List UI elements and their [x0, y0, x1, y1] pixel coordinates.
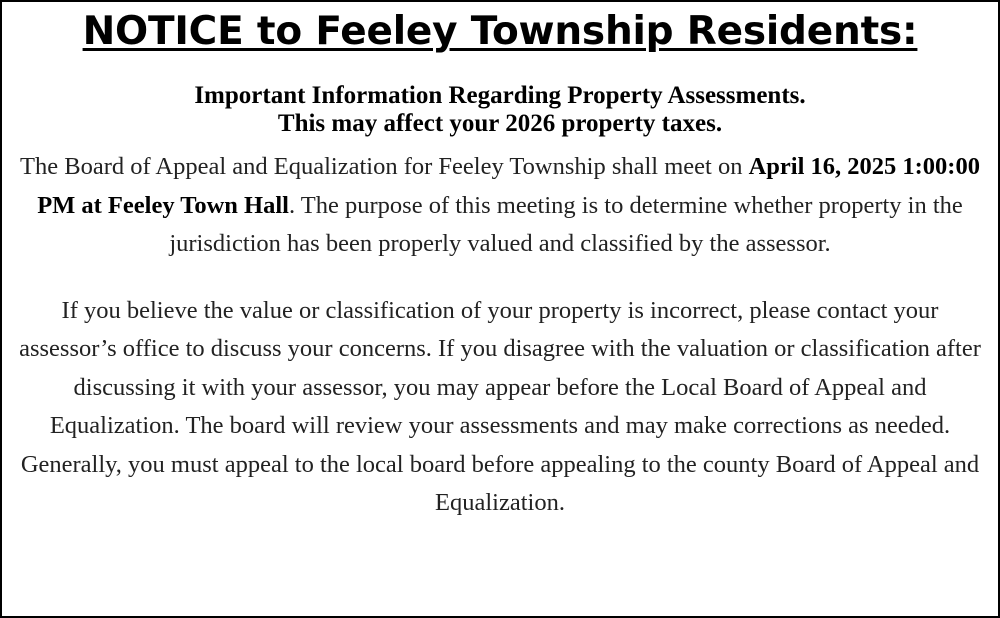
meeting-text-before: The Board of Appeal and Equalization for Feeley Township shall meet on: [20, 153, 749, 180]
meeting-paragraph: [16, 148, 984, 264]
subtitle-line-1: Important Information Regarding Property Assessments.: [194, 82, 806, 109]
notice-title: NOTICE to Feeley Township Residents:: [82, 9, 918, 54]
notice-subtitle: [16, 82, 984, 138]
subtitle-line-2: This may affect your 2026 property taxes.: [277, 110, 723, 137]
meeting-date-location: April 16, 2025 1:00:00 PM at Feeley Town Hall: [37, 153, 980, 219]
appeal-paragraph: If you believe the value or classification of your property is incorrect, please contact your assessor’s office to discuss your concerns. If you disagree with the valuation or classification after discussing it with your assessor, you may appear before the Local Board of Appeal and Equalization. The board will review your assessments and may make corrections as needed. Generally, you must appeal to the local board before appealing to the county Board of Appeal and Equalization.: [19, 296, 981, 516]
meeting-text-after: . The purpose of this meeting is to determine whether property in the jurisdiction has been properly valued and classified by the assessor.: [169, 191, 963, 257]
